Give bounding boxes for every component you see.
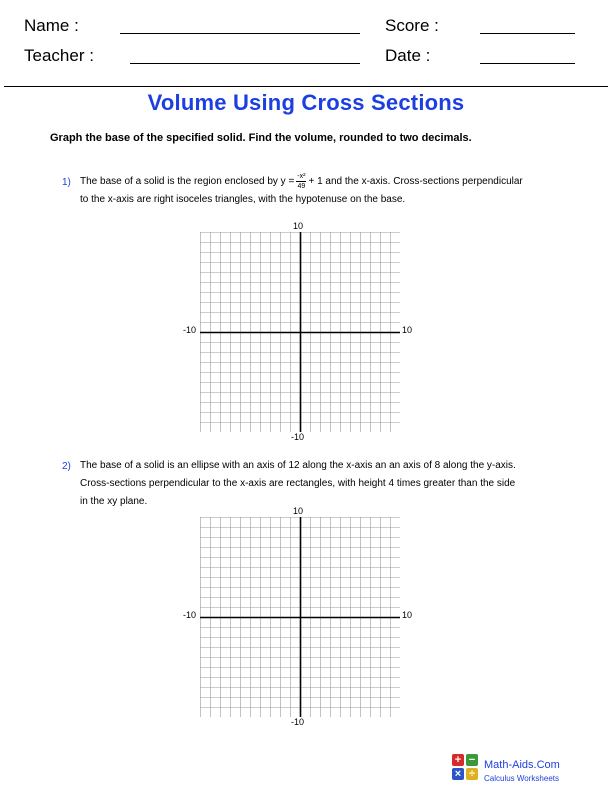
problem-2-number: 2): [62, 461, 71, 472]
brand-name: Math-Aids.Com: [484, 759, 560, 771]
instructions: Graph the base of the specified solid. Find the volume, rounded to two decimals.: [50, 132, 472, 144]
problem-1-fraction: [296, 172, 306, 191]
problem-1-line-1: [80, 172, 580, 191]
teacher-label: Teacher :: [24, 46, 94, 65]
grid-1-top-label: 10: [293, 221, 304, 231]
grid-2-left-label: -10: [183, 610, 197, 620]
score-label: Score :: [385, 16, 439, 35]
problem-2-line-1: The base of a solid is an ellipse with an axis of 12 along the x-axis an an axis of 8 along the y-axis.: [80, 460, 516, 471]
problem-2-line-3: in the xy plane.: [80, 496, 148, 507]
header-divider: [4, 86, 608, 87]
grid-2-bottom-label: -10: [291, 717, 305, 727]
problem-1-line-1-start: The base of a solid is the region enclosed by y =: [80, 176, 295, 188]
minus-icon: −: [466, 754, 478, 766]
grid-2-top-label: 10: [293, 506, 304, 516]
divide-icon: ÷: [466, 768, 478, 780]
problem-1-line-2: to the x-axis are right isoceles triangles, with the hypotenuse on the base.: [80, 194, 406, 206]
brand-subtitle: Calculus Worksheets: [484, 774, 559, 783]
date-label: Date :: [385, 46, 431, 65]
fraction-numerator: -x²: [297, 173, 306, 180]
grid-1-bottom-label: -10: [291, 432, 305, 442]
plus-icon: +: [452, 754, 464, 766]
name-label: Name :: [24, 16, 79, 35]
grid-2-right-label: 10: [402, 610, 413, 620]
problem-2-coordinate-grid[interactable]: [200, 517, 400, 717]
grid-1-left-label: -10: [183, 325, 197, 335]
problem-2-line-2: Cross-sections perpendicular to the x-axis are rectangles, with height 4 times greater than the side: [80, 478, 516, 489]
problem-1-text: [80, 172, 580, 209]
problem-1-number: 1): [62, 177, 71, 188]
name-field-line[interactable]: [120, 33, 360, 34]
problem-2-text: [80, 457, 580, 511]
date-field-line[interactable]: [480, 63, 575, 64]
times-icon: ×: [452, 768, 464, 780]
problem-1-coordinate-grid[interactable]: [200, 232, 400, 432]
score-field-line[interactable]: [480, 33, 575, 34]
problem-1-line-1-end: + 1 and the x-axis. Cross-sections perpendicular: [308, 176, 523, 188]
fraction-denominator: 49: [297, 183, 306, 190]
worksheet-title: Volume Using Cross Sections: [147, 90, 465, 115]
grid-1-right-label: 10: [402, 325, 413, 335]
teacher-field-line[interactable]: [130, 63, 360, 64]
